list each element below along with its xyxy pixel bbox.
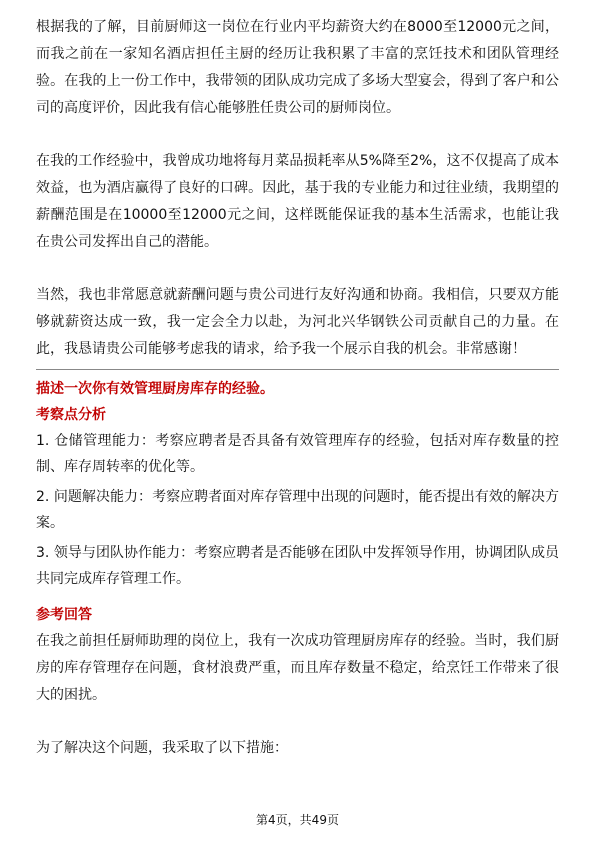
intro-paragraph-2 (36, 148, 559, 256)
intro-paragraph-3 (36, 282, 559, 363)
analysis-item-1: 1. 仓储管理能力：考察应聘者是否具备有效管理库存的经验，包括对库存数量的控制、库存周转率的优化等。 (36, 433, 559, 475)
answer-paragraph-1 (36, 628, 559, 709)
paragraph-text: 在我的工作经验中，我曾成功地将每月菜品损耗率从5%降至2%，这不仅提高了成本效益，也为酒店赢得了良好的口碑。因此，基于我的专业能力和过往业绩，我期望的薪酬范围是在10000至12000元之间，这样既能保证我的基本生活需求，也能让我在贵公司发挥出自己的潜能。 (36, 153, 559, 250)
analysis-item-3: 3. 领导与团队协作能力：考察应聘者是否能够在团队中发挥领导作用，协调团队成员共同完成库存管理工作。 (36, 545, 559, 587)
paragraph-text: 当然，我也非常愿意就薪酬问题与贵公司进行友好沟通和协商。我相信，只要双方能够就薪资达成一致，我一定会全力以赴，为河北兴华钢铁公司贡献自己的力量。在此，我恳请贵公司能够考虑我的请求，给予我一个展示自我的机会。非常感谢！ (36, 287, 559, 357)
paragraph-text: 在我之前担任厨师助理的岗位上，我有一次成功管理厨房库存的经验。当时，我们厨房的库存管理存在问题，食材浪费严重，而且库存数量不稳定，给烹饪工作带来了很大的困扰。 (36, 633, 559, 703)
answer-heading: 参考回答 (36, 607, 92, 623)
intro-paragraph-1 (36, 14, 559, 122)
page-footer: 第4页，共49页 (256, 813, 339, 827)
section-divider (36, 369, 559, 370)
analysis-heading: 考察点分析 (36, 407, 106, 423)
analysis-item-2: 2. 问题解决能力：考察应聘者面对库存管理中出现的问题时，能否提出有效的解决方案。 (36, 489, 559, 531)
document-page (36, 14, 559, 762)
question-heading: 描述一次你有效管理厨房库存的经验。 (36, 381, 274, 397)
answer-paragraph-2: 为了解决这个问题，我采取了以下措施： (36, 740, 288, 756)
paragraph-text: 根据我的了解，目前厨师这一岗位在行业内平均薪资大约在8000至12000元之间，而我之前在一家知名酒店担任主厨的经历让我积累了丰富的烹饪技术和团队管理经验。在我的上一份工作中，我带领的团队成功完成了多场大型宴会，得到了客户和公司的高度评价，因此我有信心能够胜任贵公司的厨师岗位。 (36, 19, 559, 116)
